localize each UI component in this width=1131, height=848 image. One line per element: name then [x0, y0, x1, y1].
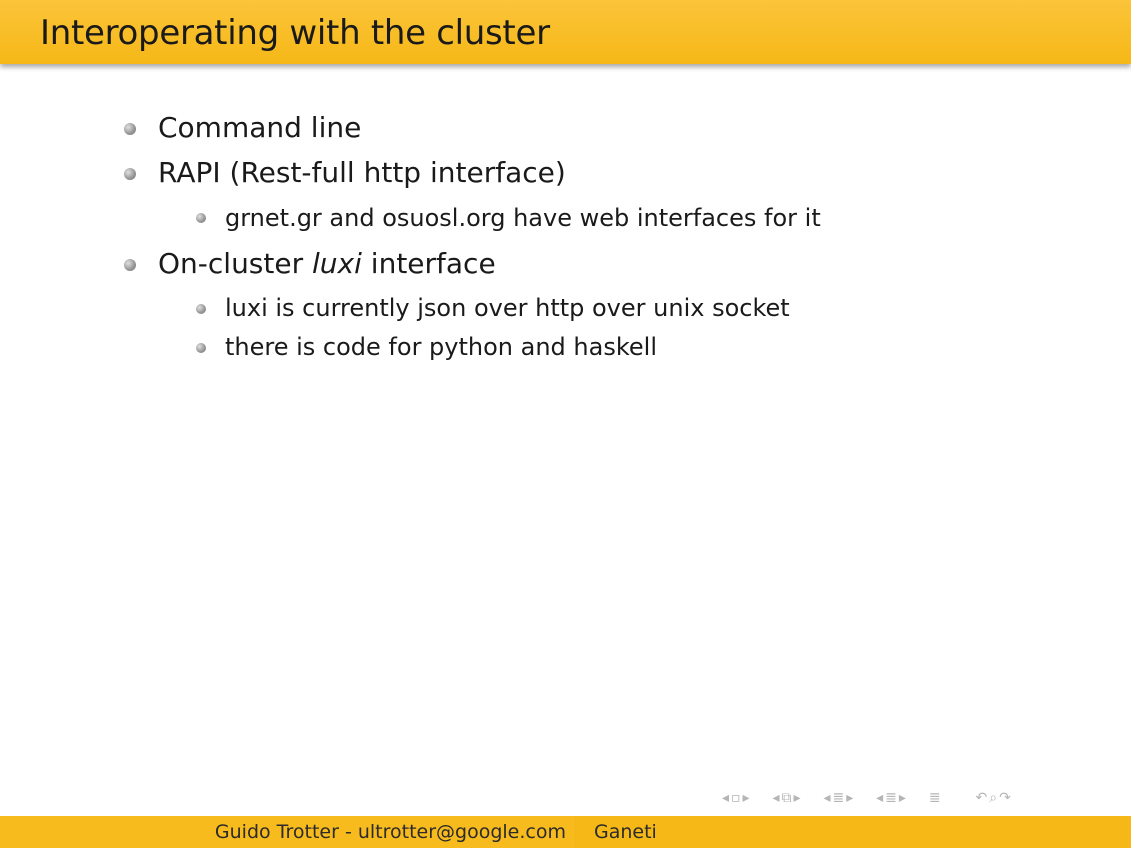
sub-bullet-marker-icon — [196, 304, 206, 314]
subsection-prev-icon[interactable]: ◂ — [823, 790, 831, 806]
sub-bullet-marker-icon — [196, 343, 206, 353]
footer-author-box — [0, 816, 574, 848]
forward-icon[interactable]: ↷ — [999, 790, 1011, 806]
section-icon[interactable]: ≣ — [885, 790, 897, 806]
bullet-marker-icon — [124, 123, 136, 135]
bullet-item: Command line — [158, 111, 362, 144]
slide-next-icon[interactable]: ▸ — [742, 790, 750, 806]
search-icon[interactable]: ⌕ — [989, 790, 998, 806]
footer-author: Guido Trotter - ultrotter@google.com — [214, 821, 566, 843]
bullet-item-text: interface — [361, 247, 496, 280]
toc-icon[interactable]: ≣ — [928, 790, 941, 806]
bullet-item: RAPI (Rest-full http interface) — [158, 156, 566, 189]
slide-title: Interoperating with the cluster — [40, 13, 550, 53]
subsection-next-icon[interactable]: ▸ — [846, 790, 854, 806]
sub-bullet-item: there is code for python and haskell — [225, 333, 657, 361]
sub-bullet-marker-icon — [196, 213, 206, 223]
bullet-marker-icon — [124, 259, 136, 271]
frame-next-icon[interactable]: ▸ — [793, 790, 801, 806]
frame-stack-icon[interactable]: ⧉ — [781, 790, 792, 806]
bullet-item-emphasis: luxi — [312, 247, 362, 280]
navigation-bar — [722, 790, 1013, 812]
back-icon[interactable]: ↶ — [975, 790, 988, 806]
footer-short-title: Ganeti — [594, 821, 657, 843]
frame-prev-icon[interactable]: ◂ — [772, 790, 780, 806]
slide-header — [0, 0, 1131, 64]
slide-frame-icon[interactable]: ▫ — [731, 790, 741, 806]
slide-prev-icon[interactable]: ◂ — [722, 790, 730, 806]
bullet-marker-icon — [124, 168, 136, 180]
section-next-icon[interactable]: ▸ — [898, 790, 906, 806]
section-prev-icon[interactable]: ◂ — [876, 790, 884, 806]
bullet-item — [158, 247, 496, 281]
bullet-item-text: On-cluster — [158, 247, 313, 280]
sub-bullet-item: grnet.gr and osuosl.org have web interfaces for it — [225, 204, 821, 232]
slide-footer — [0, 816, 1131, 848]
subsection-icon[interactable]: ≣ — [832, 790, 845, 806]
sub-bullet-item: luxi is currently json over http over unix socket — [225, 294, 790, 322]
